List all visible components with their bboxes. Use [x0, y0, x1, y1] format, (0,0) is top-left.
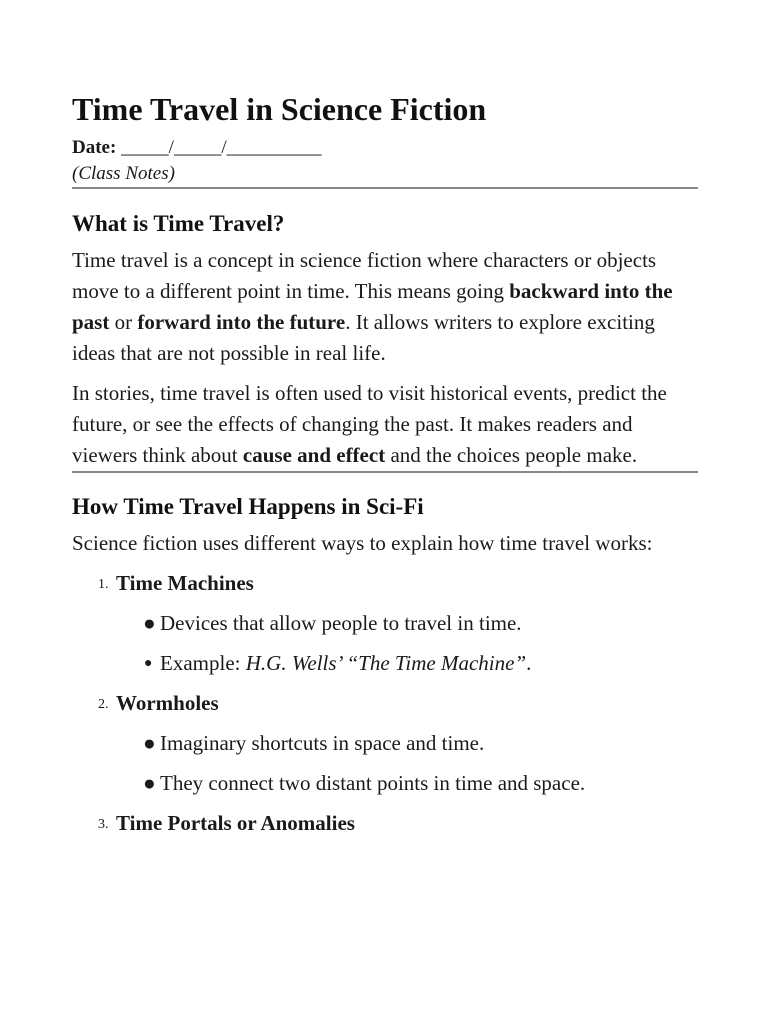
- paragraph-intro: Science fiction uses different ways to explain how time travel works:: [72, 531, 653, 555]
- document-title: Time Travel in Science Fiction: [72, 91, 487, 127]
- section-heading-how-it-happens: How Time Travel Happens in Sci-Fi: [72, 494, 424, 519]
- sub-item-text: Imaginary shortcuts in space and time.: [160, 731, 485, 755]
- section-divider: [72, 471, 698, 473]
- date-label: Date:: [72, 137, 117, 158]
- list-number: 3.: [98, 817, 109, 832]
- bullet-icon: ●: [143, 771, 156, 795]
- italic-title: H.G. Wells’ “The Time Machine”: [245, 651, 527, 675]
- sub-item-text: .: [526, 651, 532, 675]
- sub-list: [116, 608, 698, 679]
- methods-list: [72, 568, 698, 839]
- method-title: Time Portals or Anomalies: [116, 811, 355, 835]
- sub-item-text: Devices that allow people to travel in time.: [160, 611, 522, 635]
- bold-phrase: cause and effect: [242, 443, 386, 467]
- list-number: 1.: [98, 577, 109, 592]
- list-item: [72, 808, 698, 839]
- bullet-icon: ●: [143, 611, 156, 635]
- sub-list-item: [116, 768, 698, 799]
- bold-phrase: forward into the future: [137, 310, 346, 334]
- method-title: Time Machines: [116, 571, 254, 595]
- list-item: [72, 568, 698, 679]
- sub-list-item: [116, 648, 698, 679]
- date-blank: _____/_____/__________: [121, 137, 322, 158]
- sub-list: [116, 728, 698, 799]
- section-divider: [72, 187, 698, 189]
- text-run: and the choices people make.: [385, 443, 638, 467]
- text-run: In stories, time travel is often used to visit historical events, predict the future, or see the effects of changing the past. It makes readers and viewers think about: [72, 381, 667, 467]
- sub-list-item: [116, 728, 698, 759]
- list-item: [72, 688, 698, 799]
- text-run: . It allows writers to explore exciting ideas that are not possible in real life.: [72, 310, 655, 365]
- paragraph-uses: [72, 378, 698, 471]
- text-run: Time travel is a concept in science fiction where characters or objects move to a different point in time. This means going: [72, 248, 657, 303]
- bold-phrase: backward into the past: [72, 279, 673, 334]
- section-heading-what-is-time-travel: What is Time Travel?: [72, 211, 285, 236]
- document-subtitle: (Class Notes): [72, 163, 175, 184]
- method-title: Wormholes: [116, 691, 219, 715]
- date-line: [72, 135, 698, 161]
- list-number: 2.: [98, 697, 109, 712]
- paragraph-definition: [72, 245, 698, 369]
- text-run: or: [109, 310, 138, 334]
- document-content: [72, 88, 698, 848]
- sub-item-text: Example:: [160, 651, 246, 675]
- bullet-icon: ●: [143, 731, 156, 755]
- sub-list-item: [116, 608, 698, 639]
- bullet-icon: ●: [144, 656, 153, 671]
- sub-item-text: They connect two distant points in time and space.: [160, 771, 586, 795]
